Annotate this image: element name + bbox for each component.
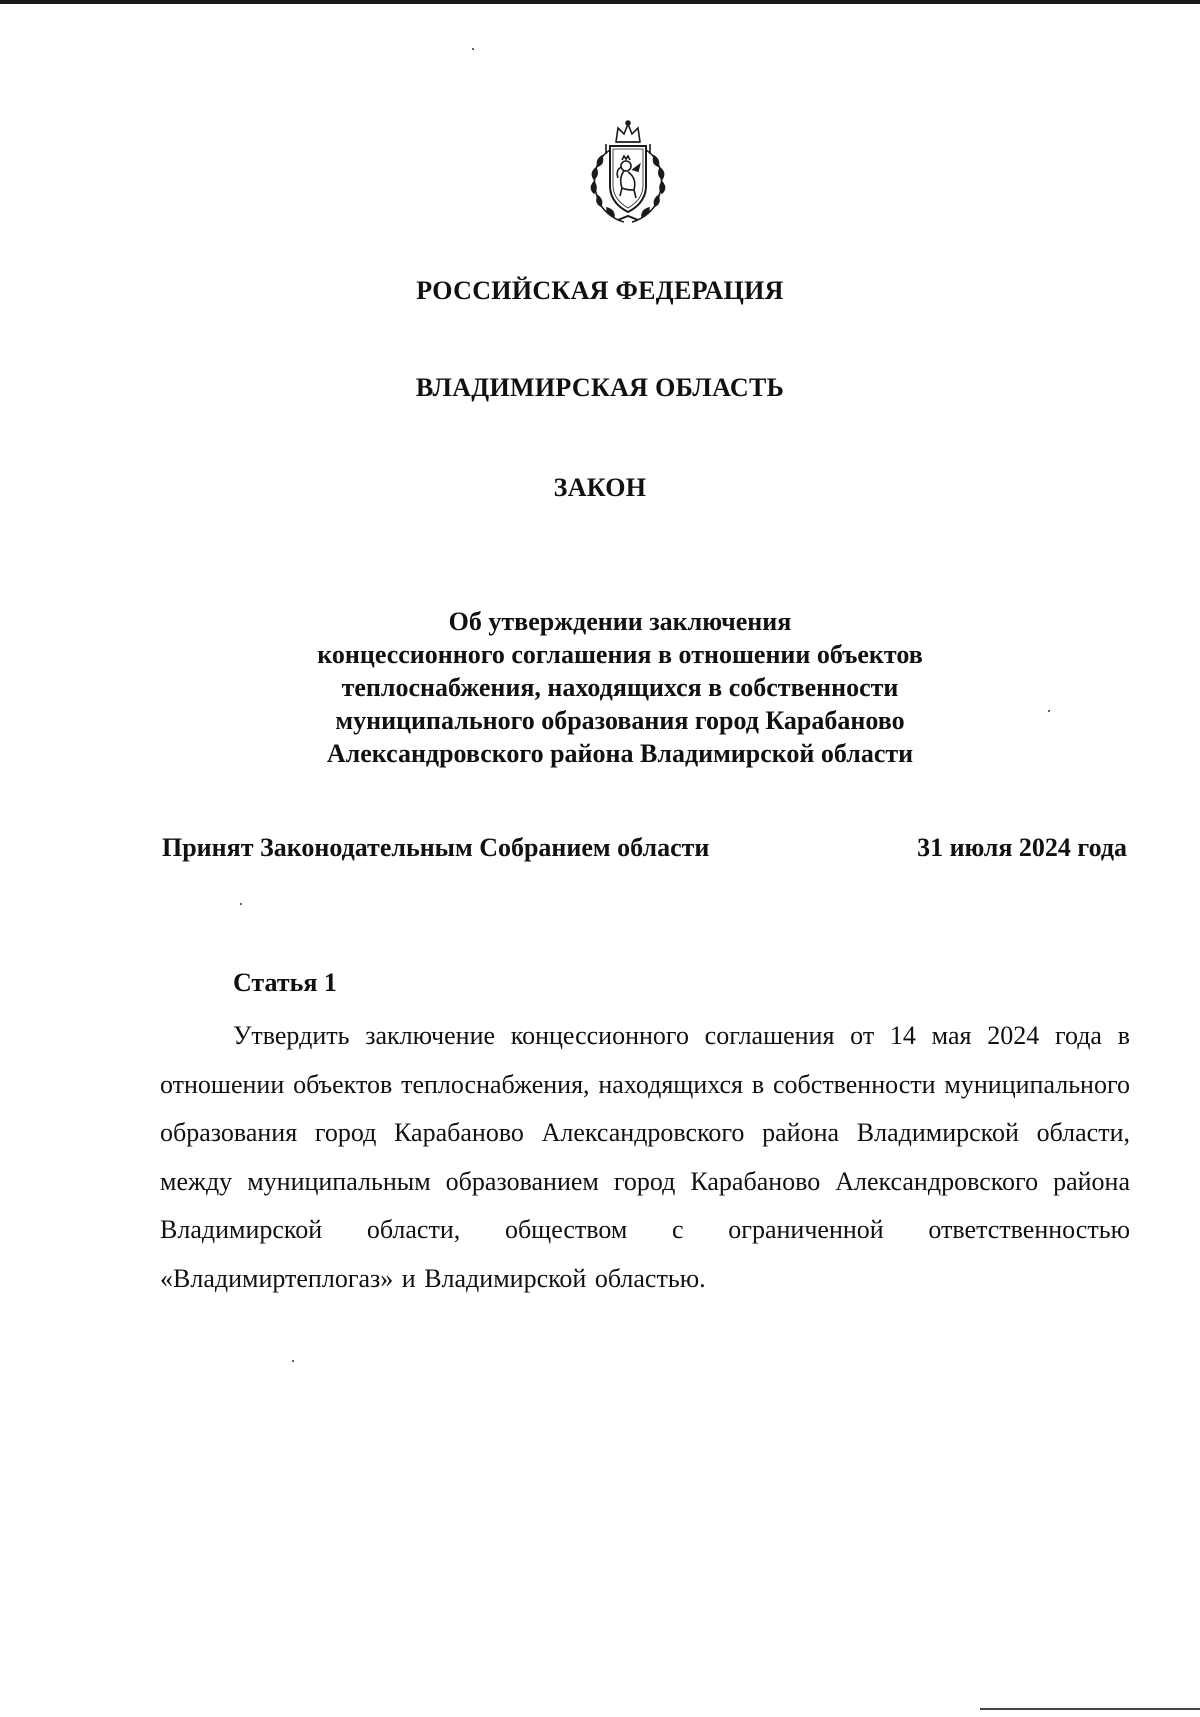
scan-speck (472, 48, 474, 50)
scan-top-edge (0, 0, 1200, 4)
scan-speck (1048, 710, 1050, 712)
country-heading: РОССИЙСКАЯ ФЕДЕРАЦИЯ (416, 276, 784, 305)
coat-of-arms-emblem (580, 120, 676, 226)
document-type-heading: ЗАКОН (553, 473, 647, 502)
law-title-line: муниципального образования город Карабаново (335, 706, 905, 735)
scan-bottom-edge (980, 1708, 1200, 1710)
law-title-line: Александровского района Владимирской области (326, 739, 914, 768)
article-title: Статья 1 (233, 968, 337, 997)
adoption-date: 31 июля 2024 года (917, 833, 1127, 862)
adopted-by-text: Принят Законодательным Собранием области (162, 833, 710, 862)
law-title-line: Об утверждении заключения (448, 607, 792, 636)
law-title-line: теплоснабжения, находящихся в собственности (341, 673, 899, 702)
law-title-line: концессионного соглашения в отношении объектов (317, 640, 923, 669)
law-title (200, 605, 1040, 770)
scan-speck (240, 903, 242, 905)
region-heading: ВЛАДИМИРСКАЯ ОБЛАСТЬ (415, 373, 785, 402)
article-text: Утвердить заключение концессионного соглашения от 14 мая 2024 года в отношении объектов теплоснабжения, находящихся в собственности муниципального образования город Карабаново Александровского района Владимирской области, между муниципальным образованием город Карабаново Александровского района Владимирской области, обществом с ограниченной ответственностью «Владимиртеплогаз» и Владимирской областью. (160, 1021, 1130, 1293)
scan-speck (292, 1360, 294, 1362)
